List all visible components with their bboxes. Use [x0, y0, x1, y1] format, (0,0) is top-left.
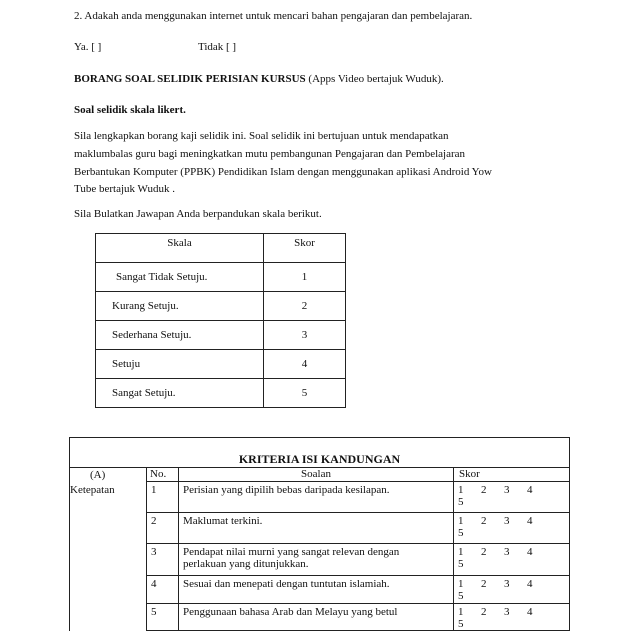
form-title: [74, 73, 444, 85]
instruction-text: Sila Bulatkan Jawapan Anda berpandukan skala berikut.: [74, 208, 322, 220]
score-options[interactable]: 1 2 3 45: [454, 513, 570, 544]
scale-label: Sangat Setuju.: [96, 379, 264, 408]
criteria-no: 3: [147, 544, 179, 576]
criteria-no: 5: [147, 604, 179, 631]
criteria-header-row: [70, 468, 570, 482]
criteria-question: Sesuai dan menepati dengan tuntutan islamiah.: [179, 576, 454, 604]
criteria-no: 1: [147, 482, 179, 513]
section-name: Ketepatan: [70, 484, 115, 496]
form-title-bold: BORANG SOAL SELIDIK PERISIAN KURSUS: [74, 73, 306, 85]
criteria-question: Penggunaan bahasa Arab dan Melayu yang betul: [179, 604, 454, 631]
criteria-title-row: [70, 438, 570, 468]
col-no-header: No.: [147, 468, 179, 482]
intro-line-2: maklumbalas guru bagi meningkatkan mutu pembangunan Pengajaran dan Pembelajaran: [74, 148, 465, 160]
scale-score: 2: [264, 292, 346, 321]
score-options[interactable]: 1 2 3 45: [454, 604, 570, 631]
criteria-question: Maklumat terkini.: [179, 513, 454, 544]
scale-label: Sederhana Setuju.: [96, 321, 264, 350]
criteria-question: Perisian yang dipilih bebas daripada kesilapan.: [179, 482, 454, 513]
scale-row: [96, 379, 346, 408]
scale-row: [96, 292, 346, 321]
score-options[interactable]: 1 2 3 45: [454, 576, 570, 604]
section-cell: [70, 468, 147, 631]
criteria-title: KRITERIA ISI KANDUNGAN: [70, 438, 570, 468]
scale-row: [96, 321, 346, 350]
scale-header-row: [96, 234, 346, 263]
form-title-subtitle: (Apps Video bertajuk Wuduk).: [305, 73, 444, 85]
criteria-question: Pendapat nilai murni yang sangat relevan dengan perlakuan yang ditunjukkan.: [179, 544, 454, 576]
intro-line-4: Tube bertajuk Wuduk .: [74, 183, 175, 195]
scale-row: [96, 263, 346, 292]
question-2-text: 2. Adakah anda menggunakan internet untuk mencari bahan pengajaran dan pembelajaran.: [74, 10, 473, 22]
criteria-no: 2: [147, 513, 179, 544]
scale-table: [95, 233, 346, 408]
criteria-no: 4: [147, 576, 179, 604]
likert-heading: Soal selidik skala likert.: [74, 104, 186, 116]
scale-score: 5: [264, 379, 346, 408]
scale-score: 3: [264, 321, 346, 350]
scale-label: Setuju: [96, 350, 264, 379]
scale-row: [96, 350, 346, 379]
answer-yes-box[interactable]: Ya. [ ]: [74, 41, 102, 53]
scale-label: Kurang Setuju.: [96, 292, 264, 321]
scale-header-score: Skor: [264, 234, 346, 263]
intro-line-1: Sila lengkapkan borang kaji selidik ini. Soal selidik ini bertujuan untuk mendapatkan: [74, 130, 449, 142]
criteria-table: [69, 437, 570, 631]
score-options[interactable]: 1 2 3 45: [454, 544, 570, 576]
intro-line-3: Berbantukan Komputer (PPBK) Pendidikan Islam dengan menggunakan aplikasi Android Yow: [74, 166, 492, 178]
col-score-header: Skor: [454, 468, 570, 482]
scale-score: 1: [264, 263, 346, 292]
scale-score: 4: [264, 350, 346, 379]
scale-header-label: Skala: [96, 234, 264, 263]
section-label: (A): [90, 469, 106, 481]
scale-label: Sangat Tidak Setuju.: [96, 263, 264, 292]
score-options[interactable]: 1 2 3 45: [454, 482, 570, 513]
answer-no-box[interactable]: Tidak [ ]: [198, 41, 237, 53]
col-question-header: Soalan: [179, 468, 454, 482]
